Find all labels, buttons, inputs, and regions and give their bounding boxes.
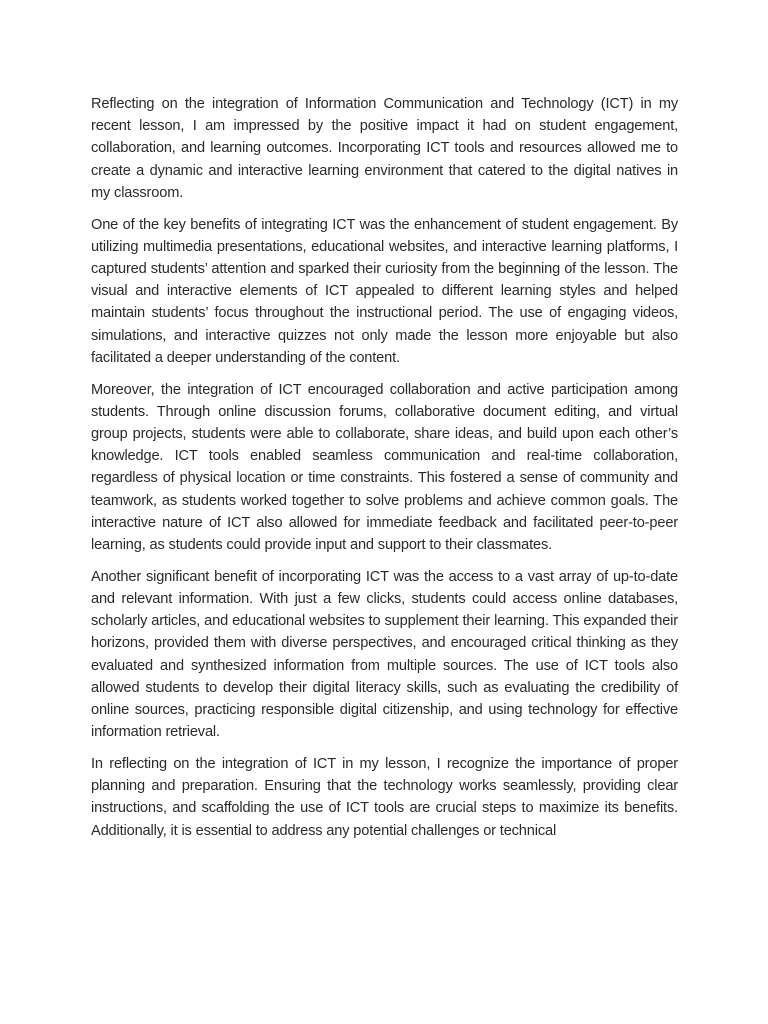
- paragraph-3: Moreover, the integration of ICT encouraged collaboration and active participation among students. Through online discussion forums, collaborative document editing, and virtual group projects, students were able to collaborate, share ideas, and build upon each other’s knowledge. ICT tools enabled seamless communication and real-time collaboration, regardless of physical location or time constraints. This fostered a sense of community and teamwork, as students worked together to solve problems and achieve common goals. The interactive nature of ICT also allowed for immediate feedback and facilitated peer-to-peer learning, as students could provide input and support to their classmates.: [91, 381, 678, 554]
- paragraph-2: One of the key benefits of integrating ICT was the enhancement of student engagement. By utilizing multimedia presentations, educational websites, and interactive learning platforms, I captured students’ attention and sparked their curiosity from the beginning of the lesson. The visual and interactive elements of ICT appealed to different learning styles and helped maintain students’ focus throughout the instructional period. The use of engaging videos, simulations, and interactive quizzes not only made the lesson more enjoyable but also facilitated a deeper understanding of the content.: [91, 216, 678, 366]
- document-page: [91, 93, 678, 851]
- paragraph-1: Reflecting on the integration of Information Communication and Technology (ICT) in my recent lesson, I am impressed by the positive impact it had on student engagement, collaboration, and learning outcomes. Incorporating ICT tools and resources allowed me to create a dynamic and interactive learning environment that catered to the digital natives in my classroom.: [91, 96, 678, 201]
- paragraph-4: Another significant benefit of incorporating ICT was the access to a vast array of up-to-date and relevant information. With just a few clicks, students could access online databases, scholarly articles, and educational websites to supplement their learning. This expanded their horizons, provided them with diverse perspectives, and encouraged critical thinking as they evaluated and synthesized information from multiple sources. The use of ICT tools also allowed students to develop their digital literacy skills, such as evaluating the credibility of online sources, practicing responsible digital citizenship, and using technology for effective information retrieval.: [91, 568, 678, 741]
- paragraph-5: In reflecting on the integration of ICT in my lesson, I recognize the importance of proper planning and preparation. Ensuring that the technology works seamlessly, providing clear instructions, and scaffolding the use of ICT tools are crucial steps to maximize its benefits. Additionally, it is essential to address any potential challenges or technical: [91, 756, 678, 839]
